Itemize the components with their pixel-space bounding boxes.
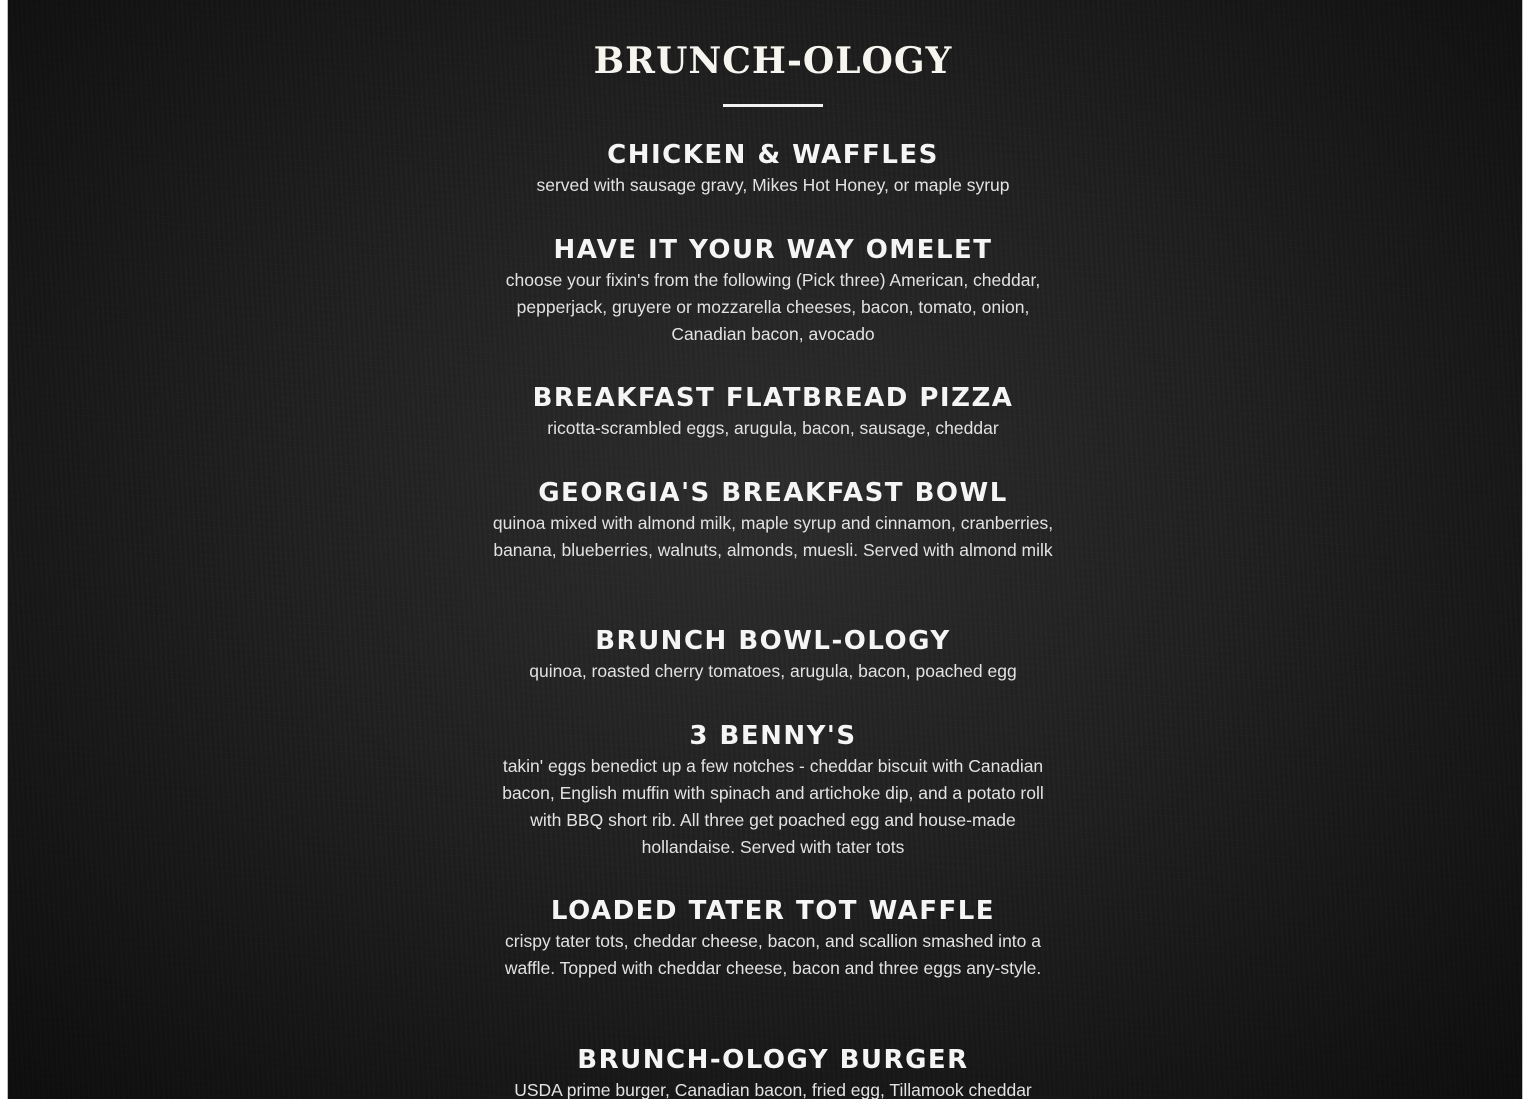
- menu-item-description: takin' eggs benedict up a few notches - cheddar biscuit with Canadian bacon, English muffin with spinach and artichoke dip, and a potato roll with BBQ short rib. All three get poached egg and house-made hollandaise. Served with tater tots: [502, 756, 1044, 857]
- menu-item: [473, 476, 1073, 564]
- menu-item: [473, 894, 1073, 982]
- title-divider: [723, 104, 823, 107]
- menu-item: [473, 1043, 1073, 1099]
- menu-item-description: quinoa mixed with almond milk, maple syrup and cinnamon, cranberries, banana, blueberries, walnuts, almonds, muesli. Served with almond milk: [492, 513, 1054, 560]
- menu-item-description: quinoa, roasted cherry tomatoes, arugula, bacon, poached egg: [529, 661, 1017, 681]
- menu-item-name: BREAKFAST FLATBREAD PIZZA: [532, 383, 1014, 413]
- menu-item-name: LOADED TATER TOT WAFFLE: [550, 896, 996, 926]
- chalkboard-background: [8, 0, 1522, 1099]
- menu-item-name: HAVE IT YOUR WAY OMELET: [553, 235, 993, 265]
- menu-item: [473, 719, 1073, 861]
- menu-item-description: USDA prime burger, Canadian bacon, fried egg, Tillamook cheddar: [514, 1080, 1032, 1099]
- menu-item-name: GEORGIA'S BREAKFAST BOWL: [538, 478, 1008, 508]
- menu-item-name: CHICKEN & WAFFLES: [607, 140, 939, 170]
- menu-item: [473, 233, 1073, 348]
- menu-item: [473, 138, 1073, 199]
- menu-item-name: BRUNCH-OLOGY BURGER: [577, 1045, 969, 1075]
- menu-title: BRUNCH-OLOGY: [593, 40, 953, 82]
- menu-item-name: 3 BENNY'S: [689, 721, 857, 751]
- menu-item-description: ricotta-scrambled eggs, arugula, bacon, sausage, cheddar: [547, 418, 999, 438]
- menu-item: [473, 381, 1073, 442]
- menu-item-description: served with sausage gravy, Mikes Hot Honey, or maple syrup: [536, 175, 1010, 195]
- menu-item-name: BRUNCH BOWL-OLOGY: [595, 626, 951, 656]
- page-edge-right: [1522, 0, 1523, 1099]
- menu-item: [473, 624, 1073, 685]
- menu-item-description: crispy tater tots, cheddar cheese, bacon, and scallion smashed into a waffle. Topped with cheddar cheese, bacon and three eggs any-style.: [504, 931, 1042, 978]
- menu-item-description: choose your fixin's from the following (Pick three) American, cheddar, pepperjack, gruyere or mozzarella cheeses, bacon, tomato, onion, Canadian bacon, avocado: [505, 270, 1041, 344]
